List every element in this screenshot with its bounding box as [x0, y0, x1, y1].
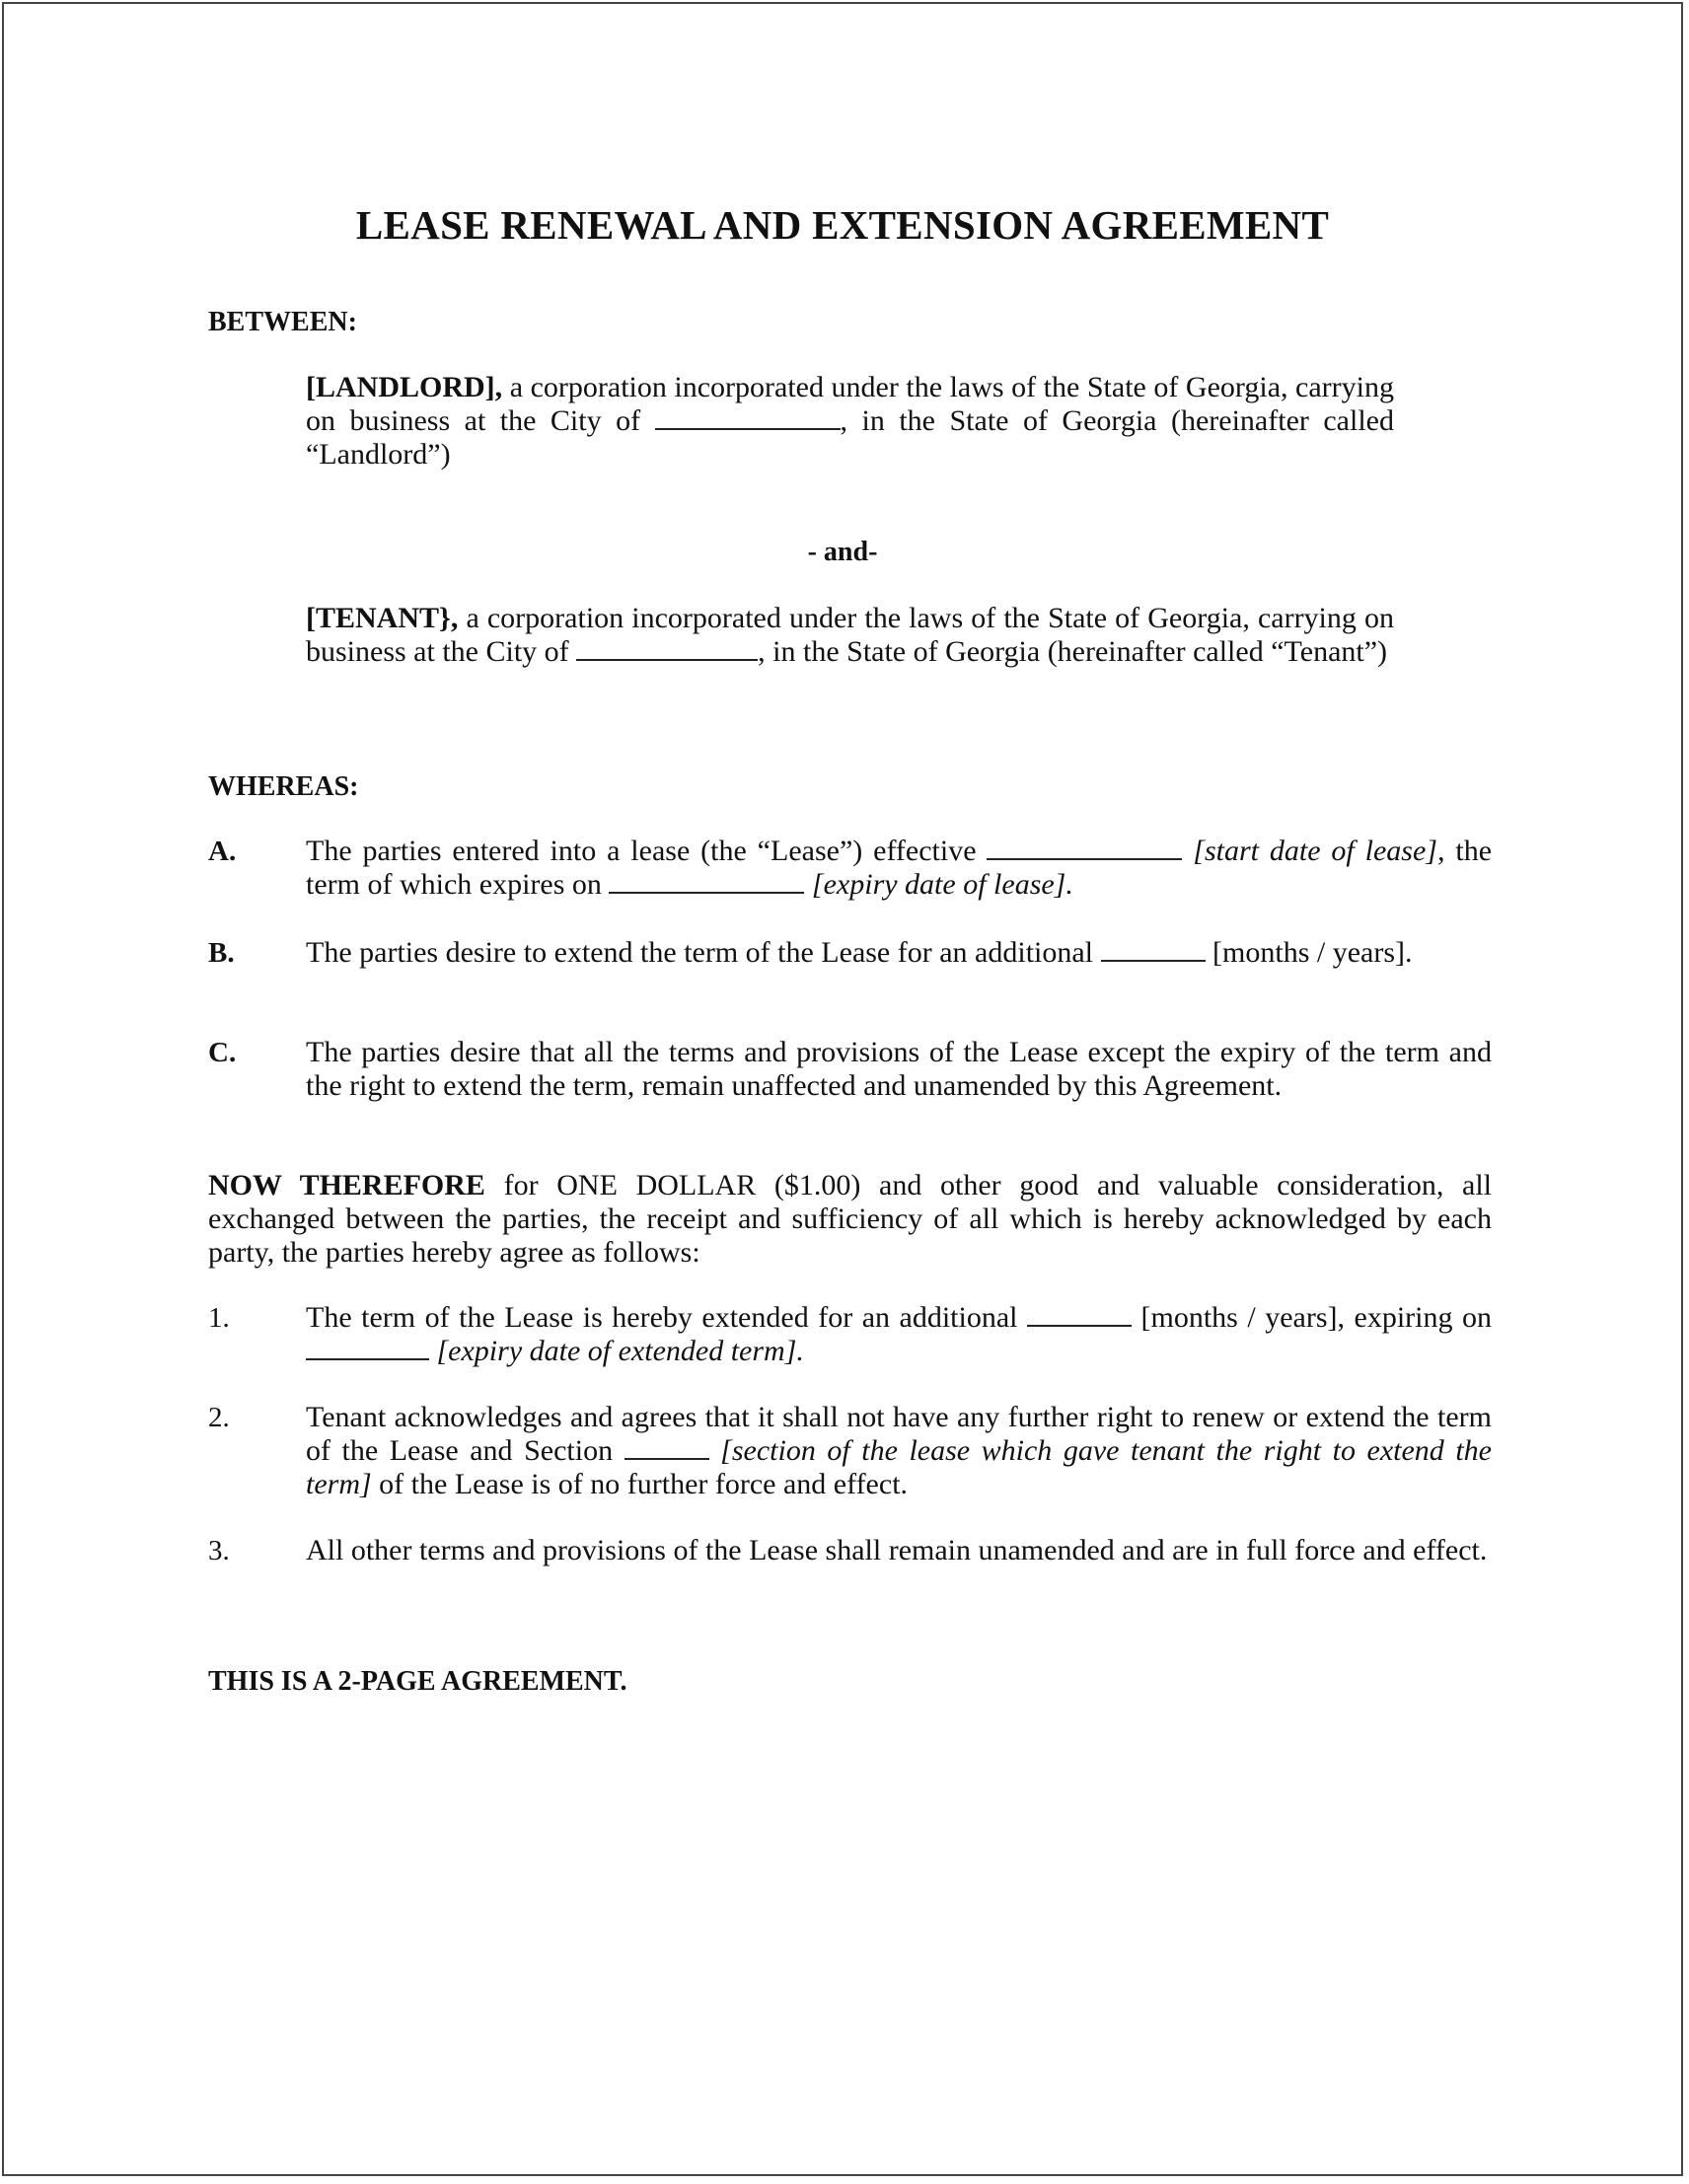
recital-text: [months / years]. [1205, 936, 1413, 969]
recital-text: The parties desire that all the terms and provisions of the Lease except the expiry of the term and the right to extend the term, remain unaffected and unamended by this Agreement. [306, 1036, 1492, 1102]
expiry-date-blank [609, 870, 804, 894]
landlord-text-2: , in the State of Georgia (hereinafter called “Landlord”) [306, 404, 1394, 471]
recital-marker: B. [208, 937, 235, 969]
recital-item [306, 936, 1492, 970]
clause-placeholder: [section of the lease which gave tenant the right to extend the term] [306, 1434, 1492, 1500]
recital-text: The parties entered into a lease (the “Lease”) effective [306, 835, 988, 867]
clause-text: All other terms and provisions of the Lease shall remain unamended and are in full force and effect. [306, 1534, 1488, 1566]
tenant-name: [TENANT}, [306, 602, 459, 634]
recital-item [306, 1036, 1492, 1103]
recital-marker: C. [208, 1037, 237, 1068]
clause-text: Tenant acknowledges and agrees that it shall not have any further right to renew or extend the term of the Lease and Section [306, 1401, 1492, 1467]
clause-marker: 3. [208, 1535, 230, 1566]
start-date-blank [987, 837, 1182, 860]
tenant-city-blank [576, 637, 758, 661]
clause-text: [months / years], expiring on [1132, 1301, 1492, 1334]
now-therefore-bold: NOW THEREFORE [208, 1169, 485, 1201]
document-page [2, 2, 1683, 2176]
clause-text: of the Lease is of no further force and effect. [371, 1468, 909, 1500]
between-label: BETWEEN: [208, 307, 357, 337]
section-blank [624, 1436, 709, 1460]
landlord-text-1: a corporation incorporated under the laws of the State of Georgia, carrying on business at the City of [306, 371, 1394, 437]
clause-item [306, 1401, 1492, 1501]
footer-note: THIS IS A 2-PAGE AGREEMENT. [208, 1666, 627, 1697]
tenant-text-2: , in the State of Georgia (hereinafter called “Tenant”) [758, 635, 1388, 668]
clause-text: The term of the Lease is hereby extended for an additional [306, 1301, 1027, 1334]
and-separator: - and- [807, 537, 878, 567]
recital-text: the term of which expires on [306, 835, 1493, 901]
now-therefore-paragraph [208, 1169, 1492, 1270]
tenant-text-1: a corporation incorporated under the laws of the State of Georgia, carrying on business at the City of [306, 602, 1394, 668]
recital-marker: A. [208, 836, 237, 867]
tenant-party [306, 602, 1394, 669]
landlord-party [306, 371, 1394, 472]
recital-text: The parties desire to extend the term of the Lease for an additional [306, 936, 1101, 969]
extended-expiry-blank [306, 1337, 429, 1360]
landlord-name: [LANDLORD], [306, 371, 503, 403]
clause-item [306, 1301, 1492, 1368]
now-therefore-text: for ONE DOLLAR ($1.00) and other good and valuable consideration, all exchanged between the parties, the receipt and sufficiency of all which is hereby acknowledged by each party, the parties hereby agree as follows: [208, 1169, 1493, 1269]
landlord-city-blank [655, 406, 841, 430]
clause-marker: 2. [208, 1402, 230, 1433]
additional-term-blank [1101, 938, 1206, 962]
recital-placeholder: [start date of lease], [1182, 835, 1445, 867]
clause-item [306, 1534, 1492, 1567]
document-title: LEASE RENEWAL AND EXTENSION AGREEMENT [355, 202, 1330, 248]
clause-placeholder: [expiry date of extended term]. [429, 1335, 804, 1367]
whereas-label: WHEREAS: [208, 771, 359, 802]
recital-placeholder: [expiry date of lease]. [804, 868, 1073, 901]
additional-term-blank [1027, 1303, 1132, 1327]
recital-item [306, 835, 1492, 902]
clause-marker: 1. [208, 1302, 230, 1334]
